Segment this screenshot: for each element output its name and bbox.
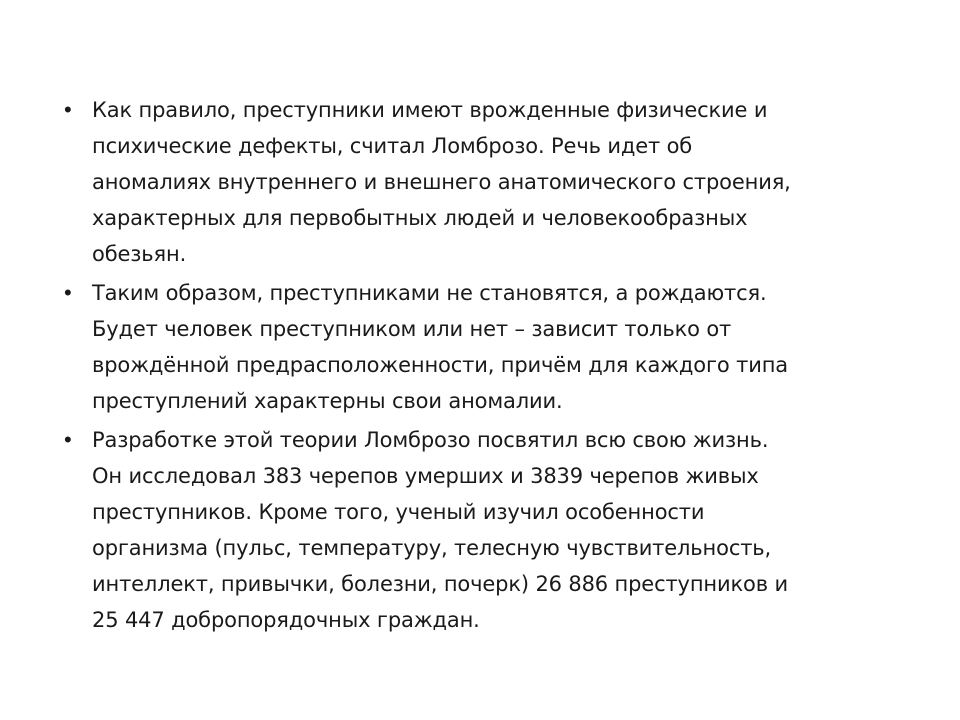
- bullet-dot-icon: •: [64, 427, 72, 452]
- bullet-dot-icon: •: [64, 280, 72, 305]
- text-line: организма (пульс, температуру, телесную чувствительность,: [92, 536, 772, 560]
- bullet-item-1: [62, 92, 892, 272]
- bullet-dot-icon: •: [64, 97, 72, 122]
- bullet-text-3: [92, 422, 892, 638]
- text-line: характерных для первобытных людей и человекообразных: [92, 206, 748, 230]
- bullet-item-2: [62, 275, 892, 419]
- text-line: преступников. Кроме того, ученый изучил особенности: [92, 500, 705, 524]
- bullet-item-3: [62, 422, 892, 638]
- text-line: Таким образом, преступниками не становятся, а рождаются.: [92, 281, 767, 305]
- text-line: Он исследовал 383 черепов умерших и 3839 черепов живых: [92, 464, 759, 488]
- text-line: Как правило, преступники имеют врожденные физические и: [92, 98, 768, 122]
- text-line: Разработке этой теории Ломброзо посвятил всю свою жизнь.: [92, 428, 769, 452]
- text-line: Будет человек преступником или нет – зависит только от: [92, 317, 732, 341]
- text-line: 25 447 добропорядочных граждан.: [92, 608, 480, 632]
- slide-body: [62, 92, 892, 641]
- text-line: преступлений характерны свои аномалии.: [92, 389, 563, 413]
- text-line: обезьян.: [92, 242, 187, 266]
- bullet-list: [62, 92, 892, 638]
- text-line: аномалиях внутреннего и внешнего анатомического строения,: [92, 170, 791, 194]
- bullet-text-2: [92, 275, 892, 419]
- text-line: психические дефекты, считал Ломброзо. Речь идет об: [92, 134, 693, 158]
- text-line: интеллект, привычки, болезни, почерк) 26 886 преступников и: [92, 572, 788, 596]
- text-line: врождённой предрасположенности, причём для каждого типа: [92, 353, 788, 377]
- bullet-text-1: [92, 92, 892, 272]
